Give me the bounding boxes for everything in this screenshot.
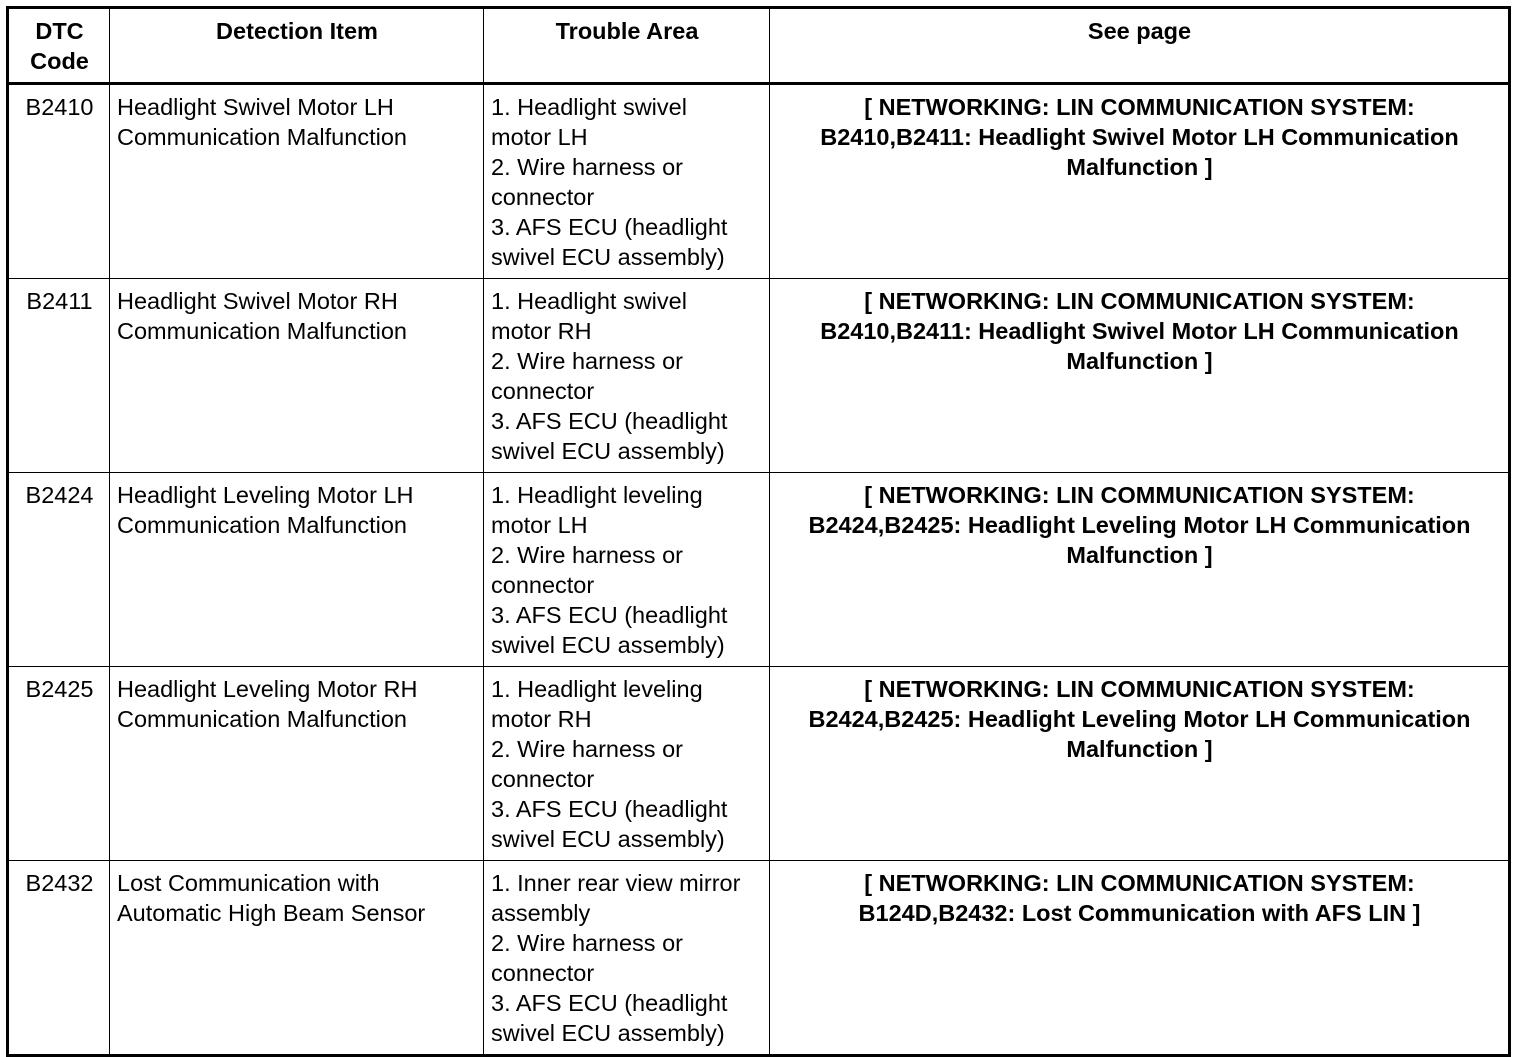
dtc-code-cell: B2432 <box>8 861 110 1056</box>
trouble-area-line: assembly <box>491 900 591 926</box>
trouble-area-line: swivel ECU assembly) <box>491 826 725 852</box>
detection-item-line: Headlight Leveling Motor LH <box>117 482 414 508</box>
header-dtc-code <box>8 8 110 84</box>
trouble-area-line: swivel ECU assembly) <box>491 438 725 464</box>
trouble-area-line: swivel ECU assembly) <box>491 632 725 658</box>
detection-item-line: Automatic High Beam Sensor <box>117 900 426 926</box>
trouble-area-line: 2. Wire harness or <box>491 154 683 180</box>
trouble-area-line: swivel ECU assembly) <box>491 1020 725 1046</box>
dtc-table <box>6 6 1511 1057</box>
trouble-area-line: 3. AFS ECU (headlight <box>491 602 728 628</box>
see-page-cell <box>770 861 1510 1056</box>
see-page-link-line[interactable]: [ NETWORKING: LIN COMMUNICATION SYSTEM: <box>864 94 1415 120</box>
table-row <box>8 861 1510 1056</box>
dtc-code-cell: B2424 <box>8 473 110 667</box>
detection-item-cell <box>110 861 484 1056</box>
detection-item-cell <box>110 84 484 279</box>
trouble-area-line: connector <box>491 378 595 404</box>
see-page-link-line[interactable]: [ NETWORKING: LIN COMMUNICATION SYSTEM: <box>864 482 1415 508</box>
trouble-area-line: 1. Headlight swivel <box>491 94 687 120</box>
detection-item-cell <box>110 279 484 473</box>
dtc-code-cell: B2410 <box>8 84 110 279</box>
dtc-code-cell: B2411 <box>8 279 110 473</box>
trouble-area-line: 3. AFS ECU (headlight <box>491 796 728 822</box>
see-page-link-line[interactable]: [ NETWORKING: LIN COMMUNICATION SYSTEM: <box>864 870 1415 896</box>
trouble-area-cell <box>484 279 770 473</box>
trouble-area-line: 2. Wire harness or <box>491 930 683 956</box>
trouble-area-line: 1. Headlight swivel <box>491 288 687 314</box>
detection-item-line: Communication Malfunction <box>117 124 407 150</box>
see-page-cell <box>770 84 1510 279</box>
trouble-area-line: 1. Inner rear view mirror <box>491 870 741 896</box>
trouble-area-line: 3. AFS ECU (headlight <box>491 408 728 434</box>
trouble-area-cell <box>484 667 770 861</box>
trouble-area-cell <box>484 84 770 279</box>
see-page-link-line[interactable]: B2410,B2411: Headlight Swivel Motor LH Communication <box>820 124 1459 150</box>
detection-item-line: Communication Malfunction <box>117 318 407 344</box>
detection-item-line: Headlight Swivel Motor RH <box>117 288 398 314</box>
trouble-area-line: motor RH <box>491 706 592 732</box>
trouble-area-line: 2. Wire harness or <box>491 348 683 374</box>
table-row <box>8 279 1510 473</box>
detection-item-cell <box>110 473 484 667</box>
detection-item-line: Headlight Leveling Motor RH <box>117 676 418 702</box>
header-dtc-code-label: DTC Code <box>30 18 89 74</box>
trouble-area-line: connector <box>491 184 595 210</box>
trouble-area-line: motor LH <box>491 124 588 150</box>
see-page-link-line[interactable]: Malfunction ] <box>1066 542 1213 568</box>
see-page-cell <box>770 473 1510 667</box>
table-header-row <box>8 8 1510 84</box>
see-page-link-line[interactable]: [ NETWORKING: LIN COMMUNICATION SYSTEM: <box>864 676 1415 702</box>
detection-item-line: Headlight Swivel Motor LH <box>117 94 394 120</box>
trouble-area-line: 3. AFS ECU (headlight <box>491 214 728 240</box>
table-row <box>8 667 1510 861</box>
see-page-link-line[interactable]: Malfunction ] <box>1066 348 1213 374</box>
trouble-area-line: connector <box>491 572 595 598</box>
trouble-area-line: swivel ECU assembly) <box>491 244 725 270</box>
see-page-link-line[interactable]: B2424,B2425: Headlight Leveling Motor LH Communication <box>808 706 1471 732</box>
see-page-link-line[interactable]: [ NETWORKING: LIN COMMUNICATION SYSTEM: <box>864 288 1415 314</box>
trouble-area-line: connector <box>491 766 595 792</box>
header-trouble-area: Trouble Area <box>484 8 770 84</box>
see-page-link-line[interactable]: B2410,B2411: Headlight Swivel Motor LH Communication <box>820 318 1459 344</box>
detection-item-line: Lost Communication with <box>117 870 380 896</box>
dtc-code-cell: B2425 <box>8 667 110 861</box>
see-page-link-line[interactable]: B124D,B2432: Lost Communication with AFS LIN ] <box>858 900 1421 926</box>
header-see-page: See page <box>770 8 1510 84</box>
trouble-area-line: 2. Wire harness or <box>491 542 683 568</box>
detection-item-cell <box>110 667 484 861</box>
trouble-area-line: connector <box>491 960 595 986</box>
detection-item-line: Communication Malfunction <box>117 706 407 732</box>
see-page-link-line[interactable]: Malfunction ] <box>1066 736 1213 762</box>
see-page-cell <box>770 279 1510 473</box>
trouble-area-line: 3. AFS ECU (headlight <box>491 990 728 1016</box>
trouble-area-line: 1. Headlight leveling <box>491 482 703 508</box>
trouble-area-line: motor LH <box>491 512 588 538</box>
see-page-cell <box>770 667 1510 861</box>
detection-item-line: Communication Malfunction <box>117 512 407 538</box>
trouble-area-line: 2. Wire harness or <box>491 736 683 762</box>
see-page-link-line[interactable]: B2424,B2425: Headlight Leveling Motor LH Communication <box>808 512 1471 538</box>
table-row <box>8 84 1510 279</box>
trouble-area-line: motor RH <box>491 318 592 344</box>
see-page-link-line[interactable]: Malfunction ] <box>1066 154 1213 180</box>
trouble-area-cell <box>484 861 770 1056</box>
trouble-area-cell <box>484 473 770 667</box>
trouble-area-line: 1. Headlight leveling <box>491 676 703 702</box>
table-row <box>8 473 1510 667</box>
header-detection-item: Detection Item <box>110 8 484 84</box>
table-body <box>8 84 1510 1056</box>
